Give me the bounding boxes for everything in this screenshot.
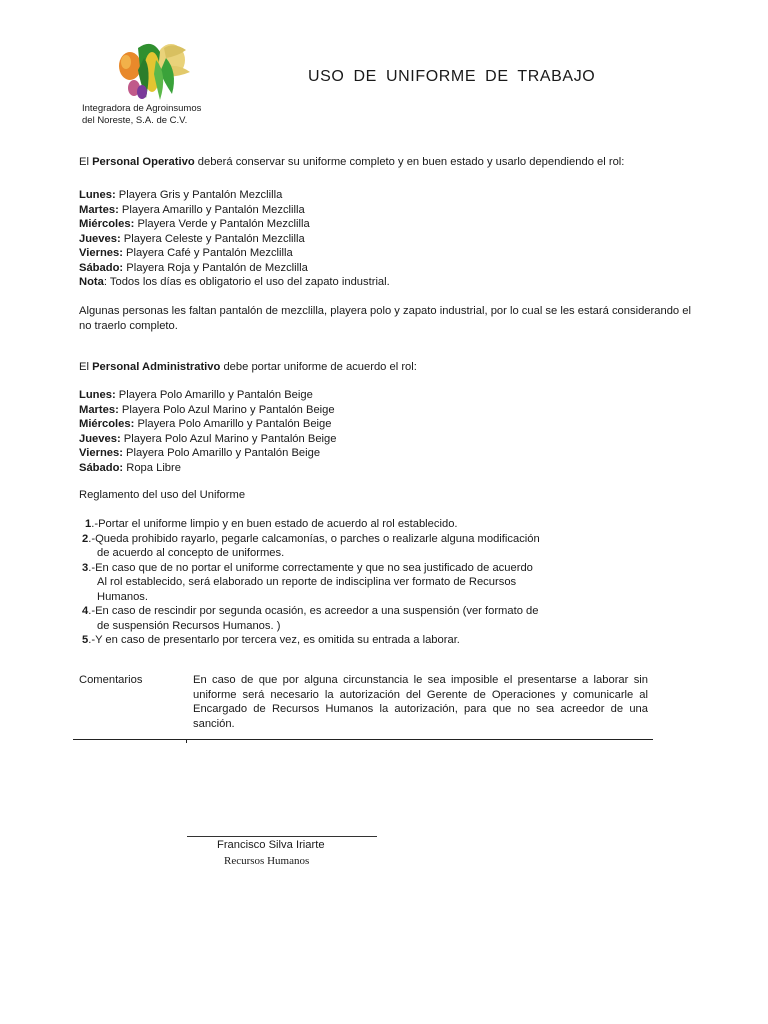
company-name (82, 103, 201, 127)
administrativo-intro (79, 360, 699, 375)
company-name-line2: del Noreste, S.A. de C.V. (82, 115, 188, 126)
signature-name: Francisco Silva Iriarte (217, 839, 325, 851)
operativo-note-paragraph: Algunas personas les faltan pantalón de mezclilla, playera polo y zapato industrial, por lo cual se les estará considerando el no traerlo completo. (79, 305, 691, 332)
day-label: Miércoles: (79, 418, 135, 430)
day-label: Viernes: (79, 247, 123, 259)
rule-line: .-Y en caso de presentarlo por tercera vez, es omitida su entrada a laborar. (88, 634, 460, 646)
rule-line: .-En caso que de no portar el uniforme correctamente y que no sea justificado de acuerdo (88, 561, 533, 574)
rule-line: .-En caso de rescindir por segunda ocasión, es acreedor a una suspensión (ver formato de (88, 605, 539, 617)
signature-line (187, 836, 377, 837)
company-logo (116, 38, 196, 104)
day-text: Playera Café y Pantalón Mezclilla (122, 247, 293, 259)
rule-item (82, 561, 540, 605)
operativo-day (79, 217, 390, 232)
day-text: Ropa Libre (123, 461, 181, 474)
reglamento-heading: Reglamento del uso del Uniforme (79, 489, 246, 501)
rule-number: 3 (82, 561, 89, 574)
day-text: Playera Celeste y Pantalón Mezclilla (120, 232, 305, 245)
administrativo-day (79, 461, 336, 476)
operativo-day-list (79, 188, 390, 290)
day-label: Jueves: (79, 232, 121, 245)
day-text: Playera Polo Azul Marino y Pantalón Beige (120, 432, 337, 445)
administrativo-day (79, 417, 336, 432)
administrativo-day-list (79, 388, 336, 475)
day-text: Playera Gris y Pantalón Mezclilla (115, 189, 283, 201)
note-text: : Todos los días es obligatorio el uso del zapato industrial. (103, 276, 390, 288)
day-label: Martes: (79, 203, 119, 216)
rule-line: .-Portar el uniforme limpio y en buen estado de acuerdo al rol establecido. (91, 518, 458, 530)
day-text: Playera Polo Azul Marino y Pantalón Beige (118, 403, 335, 416)
signature-role: Recursos Humanos (224, 855, 310, 867)
rule-item (82, 517, 540, 532)
administrativo-day (79, 388, 336, 403)
operativo-day (79, 203, 390, 218)
administrativo-day (79, 432, 336, 447)
rule-item (82, 633, 540, 648)
administrativo-day (79, 403, 336, 418)
rule-line: .-Queda prohibido rayarlo, pegarle calcamonías, o parches o realizarle alguna modificación (88, 532, 540, 545)
day-label: Miércoles: (79, 218, 135, 230)
day-text: Playera Polo Amarillo y Pantalón Beige (134, 418, 332, 430)
rule-number: 4 (82, 605, 89, 617)
administrativo-intro-pre: El (79, 361, 93, 373)
document-title: USO DE UNIFORME DE TRABAJO (308, 68, 596, 85)
rule-number: 2 (82, 532, 89, 545)
administrativo-day (79, 446, 336, 461)
operativo-day (79, 261, 390, 276)
rule-line: Humanos. (97, 590, 148, 603)
operativo-intro-bold: Personal Operativo (92, 156, 195, 168)
day-text: Playera Polo Amarillo y Pantalón Beige (122, 447, 321, 459)
comentarios-label: Comentarios (79, 674, 143, 686)
operativo-day (79, 232, 390, 247)
rule-item (82, 532, 540, 561)
day-label: Sábado: (79, 461, 124, 474)
rule-item (82, 604, 540, 633)
comentarios-text: En caso de que por alguna circunstancia le sea imposible el presentarse a laborar sin uniforme será necesario la autorización del Gerente de Operaciones y comunicarle al Encargado de Recursos Humanos la autorización, para que no sea acreedor de una sanción. (193, 674, 648, 730)
operativo-intro-post: deberá conservar su uniforme completo y en buen estado y usarlo dependiendo el rol: (194, 156, 625, 168)
administrativo-intro-bold: Personal Administrativo (92, 361, 221, 373)
day-label: Lunes: (79, 389, 116, 401)
day-label: Martes: (79, 403, 119, 416)
rule-line: Al rol establecido, será elaborado un reporte de indisciplina ver formato de Recursos (97, 576, 517, 588)
divider-tick (186, 739, 187, 743)
day-label: Lunes: (79, 189, 116, 201)
day-text: Playera Verde y Pantalón Mezclilla (134, 218, 310, 230)
operativo-intro (79, 155, 699, 170)
day-label: Jueves: (79, 432, 121, 445)
company-name-line1: Integradora de Agroinsumos (82, 103, 202, 114)
rule-line: de suspensión Recursos Humanos. ) (97, 619, 281, 632)
day-label: Sábado: (79, 261, 124, 274)
operativo-day (79, 188, 390, 203)
rule-number: 5 (82, 634, 89, 646)
operativo-day (79, 246, 390, 261)
operativo-note (79, 275, 390, 290)
day-text: Playera Polo Amarillo y Pantalón Beige (115, 389, 313, 401)
note-label: Nota (79, 276, 104, 288)
operativo-intro-pre: El (79, 156, 93, 168)
day-label: Viernes: (79, 447, 123, 459)
rule-line: de acuerdo al concepto de uniformes. (97, 547, 285, 559)
day-text: Playera Roja y Pantalón de Mezclilla (123, 261, 308, 274)
rule-number: 1 (85, 518, 92, 530)
divider-line (73, 739, 653, 740)
administrativo-intro-post: debe portar uniforme de acuerdo el rol: (220, 361, 417, 373)
reglamento-rules (82, 517, 540, 648)
day-text: Playera Amarillo y Pantalón Mezclilla (118, 203, 305, 216)
